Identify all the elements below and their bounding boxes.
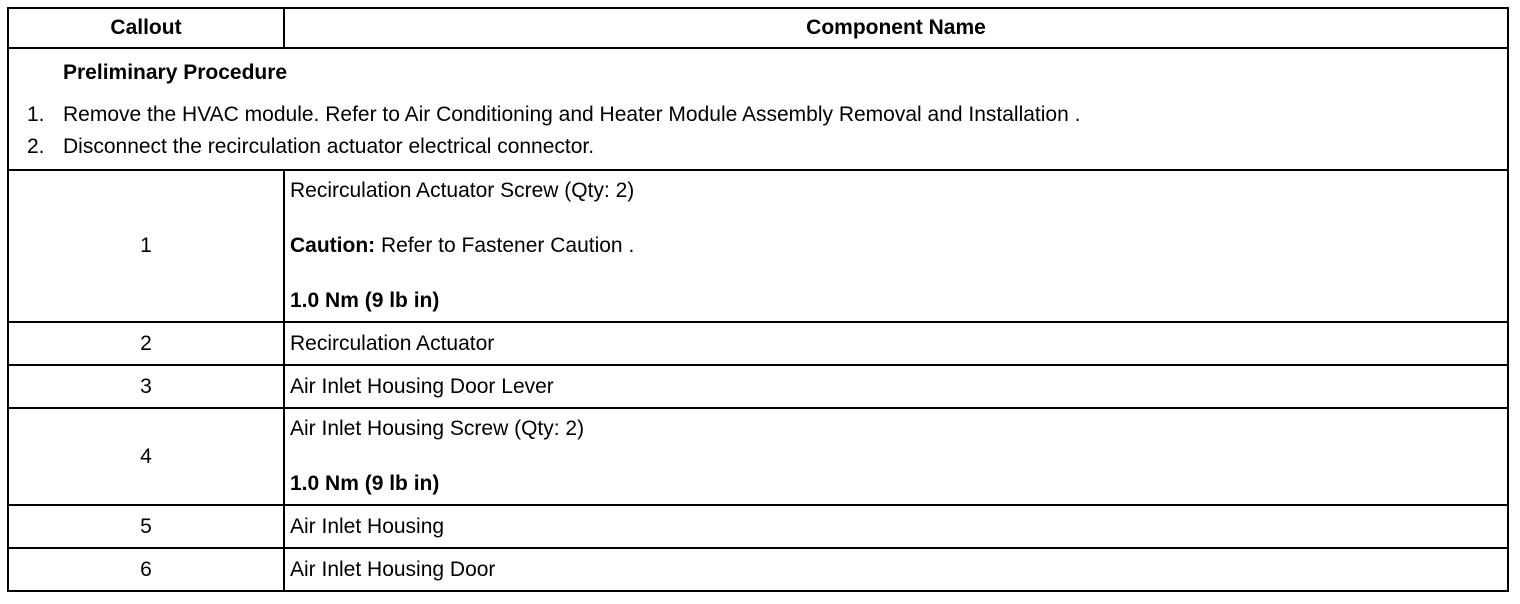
- table-row: [8, 408, 1508, 505]
- table-row: [8, 505, 1508, 548]
- table-row: [8, 548, 1508, 591]
- callout-number: 4: [8, 408, 284, 505]
- component-name: Air Inlet Housing Screw (Qty: 2): [290, 417, 585, 440]
- step-number: 1.: [27, 103, 45, 126]
- procedure-step: [9, 99, 1507, 131]
- header-row: [8, 8, 1508, 48]
- component-cell: [284, 408, 1508, 505]
- preliminary-procedure-row: [8, 48, 1508, 170]
- caution-label: Caution:: [290, 234, 376, 257]
- component-cell: [284, 170, 1508, 322]
- component-name: Air Inlet Housing Door: [284, 548, 1508, 591]
- preliminary-procedure-title: Preliminary Procedure: [63, 61, 288, 84]
- callout-number: 6: [8, 548, 284, 591]
- step-text: Remove the HVAC module. Refer to Air Conditioning and Heater Module Assembly Removal and Installation .: [63, 103, 1081, 126]
- component-name: Recirculation Actuator: [284, 322, 1508, 365]
- procedure-steps: [9, 99, 1507, 163]
- component-name: Air Inlet Housing: [284, 505, 1508, 548]
- table-row: [8, 365, 1508, 408]
- caution-note: [290, 234, 1507, 258]
- callout-number: 2: [8, 322, 284, 365]
- procedure-step: [9, 131, 1507, 163]
- component-name: Recirculation Actuator Screw (Qty: 2): [290, 179, 635, 202]
- preliminary-procedure-cell: [8, 48, 1508, 170]
- callout-number: 5: [8, 505, 284, 548]
- component-name: Air Inlet Housing Door Lever: [284, 365, 1508, 408]
- component-name-header: Component Name: [284, 8, 1508, 48]
- step-text: Disconnect the recirculation actuator electrical connector.: [63, 135, 595, 158]
- callout-number: 1: [8, 170, 284, 322]
- table-row: [8, 322, 1508, 365]
- caution-text: Refer to Fastener Caution .: [375, 234, 635, 257]
- table-row: [8, 170, 1508, 322]
- callout-number: 3: [8, 365, 284, 408]
- step-number: 2.: [27, 135, 45, 158]
- callout-header: Callout: [8, 8, 284, 48]
- torque-spec: 1.0 Nm (9 lb in): [290, 289, 440, 312]
- callout-table: [7, 7, 1509, 592]
- torque-spec: 1.0 Nm (9 lb in): [290, 472, 440, 495]
